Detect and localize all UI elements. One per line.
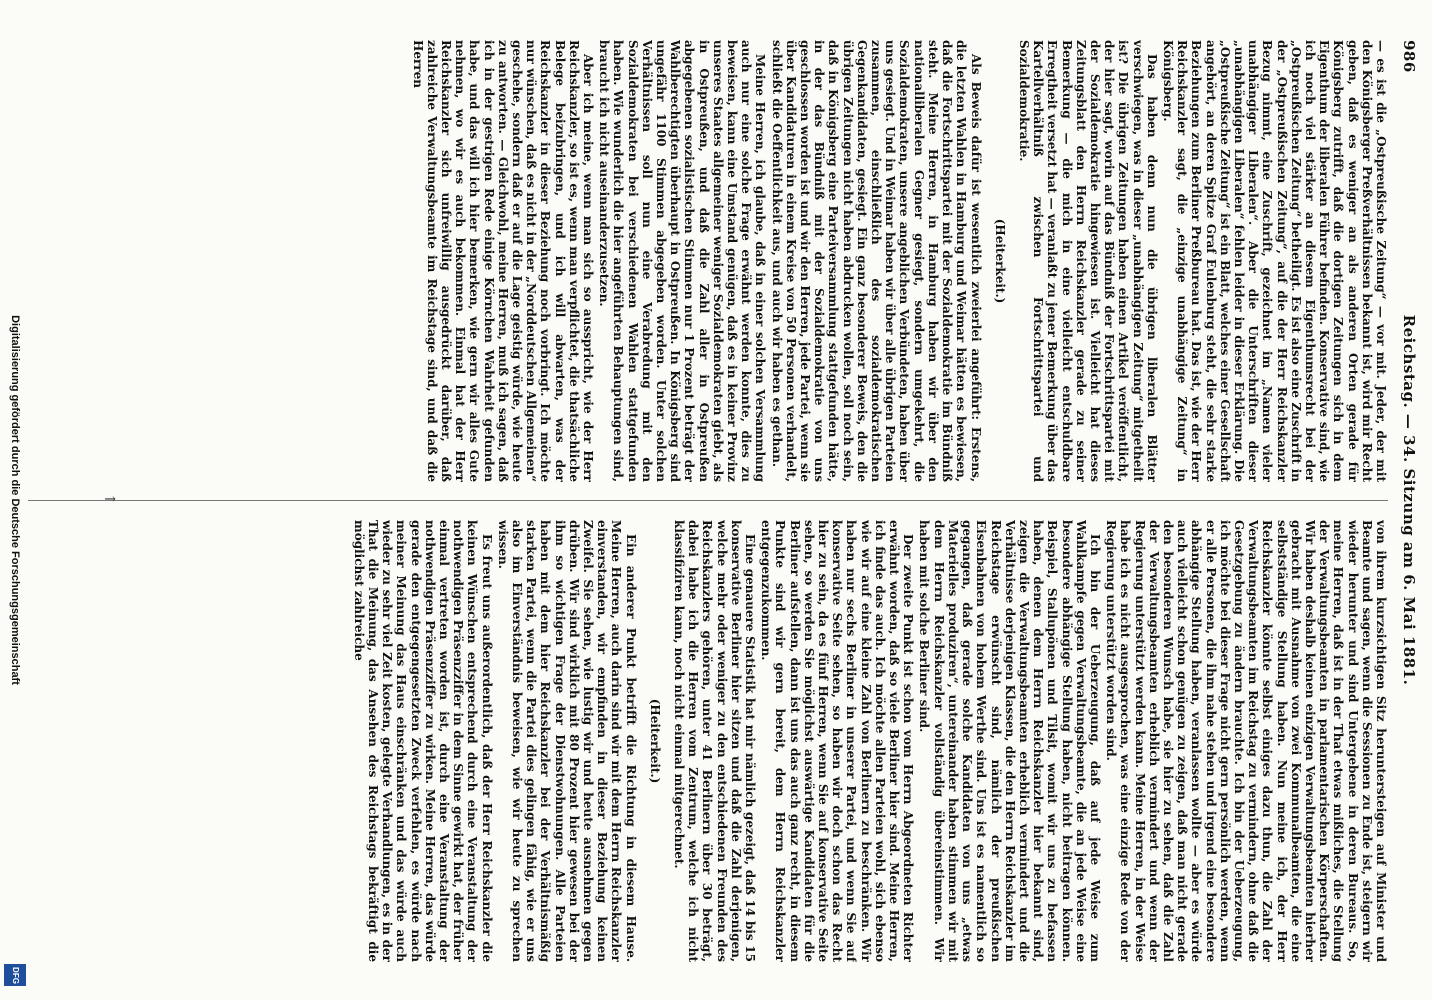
- credit-text: Digitalisierung gefördert durch die Deutsche Forschungsgemeinschaft: [9, 315, 21, 685]
- margin-marker: ↑: [101, 493, 117, 505]
- paragraph: Das haben denn nun die übrigen liberalen Blätter verschwiegen, was in dieser „unabhängigen Zeitung“ mitgetheilt ist? Die übrigen Zeitungen haben einen Artikel veröffentlicht, der hier sagt, worin auf das Bündniß der Fortschrittspartei mit der Sozialdemokratie hingewiesen ist. Vielleicht hat dieses Zeitungsblatt den Herrn Reichskanzler gerade zu seiner Bemerkung — die mich in eine vielleicht entschuldbare Erregtheit versetzt hat — veranlaßt zu jener Bemerkung über das Kartellverhältniß zwischen Fortschrittspartei und Sozialdemokratie.: [1016, 40, 1159, 482]
- running-title: Reichstag. — 34. Sitzung am 6. Mai 1881.: [1400, 314, 1418, 686]
- left-column: [20, 40, 1388, 482]
- paragraph: von ihrem kurzsichtigen Sitz heruntersteigen auf Minister und Beamte und sagen, wenn die Sessionen zu Ende ist, steigern wir wieder herunter und sind Untergebene in deren Bureaus. So, meine Herren, daß ist in der That etwas mißliches, die Stellung der Verwaltungsbeamten in parlamentarischen Körperschaften. Wir haben deshalb keinen einzigen Verwaltungsbeamten hierher gebracht mit Ausnahme von zwei Kommunalbeamten, die eine selbstständige Stellung haben. Nun meine ich, der Herr Reichskanzler könnte selbst einiges dazu thun, die Zahl der Verwaltungsbeamten im Reichstag zu vermindern, ohne daß die Gesetzgebung zu ändern brauchte. Ich bin der Ueberzeugung, ich möchte bei dieser Frage nicht gern persönlich werden, wenn er alle Personen, die ihm nahe stehen und irgend eine besondere abhängige Stellung haben, veranlassen wollte — aber es würde auch vielleicht schon genügen zu zeigen, daß man nicht gerade den besonderen Wunsch habe, sie hier zu sehen, daß die Zahl der Verwaltungsbeamten erheblich vermindert und wenn der Regierung unterstützt werden kann. Meine Herren, in der Weise habe ich es nicht ausgesprochen, was eine einzige Rede von der Regierung unterstützt worden sind.: [1104, 520, 1388, 962]
- dfg-logo-icon: [4, 964, 26, 986]
- paragraph: Aber ich meine, wenn man sich so ausspricht, wie der Herr Reichskanzler, so ist es, wenn man verpflichtet, die thatsächliche Belege beizubringen, und ich will abwarten, was der Reichskanzler in dieser Beziehung noch vorbringt. Ich möchte nur wünschen, daß es nicht in der „Norddeutschen Allgemeinen“ geschehe, sondern daß er auf die Lage geistig würde, wie heute zu antworten. — Gleichwohl, meine Herren, muß ich sagen, daß ich in der gestrigen Rede einige Körnchen Wahrheit gefunden habe, und das will ich hier bemerken, wie gern wir alles Gute nehmen, wo wir es auch bekommen. Einmal hat der Herr Reichskanzler sich unfreiwillig ausgedrückt darüber, daß zahlreiche Verwaltungsbeamte im Reichstage sind, und daß die Herren: [410, 40, 596, 482]
- digitization-credit: [1, 0, 29, 1000]
- right-column: [20, 520, 1388, 962]
- page-number: 986: [1400, 40, 1418, 73]
- paragraph: Ich bin der Ueberzeugung, daß auf jede Weise zum Wahlkampfe gegen Verwaltungsbeamte, die an jede Weise eine besondere abhängige Stellung haben, nicht beitragen können. Beispiel, Stallupönen und Tilsit, womit wir uns zu befassen haben, denen dem Herrn Reichskanzler hier bekannt sind, zeigen die Verwaltungsbeamten erheblich vermindert und die Verhältnisse derjenigen Klassen, die den Herrn Reichskanzler im Reichstage erwünscht sind, nämlich der preußischen Eisenbahnen von hohem Werthe sind. Uns ist es namentlich so gegangen, daß gerade solche Kandidaten von uns „etwas Materielles produziren“, untereinander haben stimmen wir mit dem Herrn Reichskanzler vollständig übereinstimmen. Wir haben mit solche Berliner sind.: [917, 520, 1102, 962]
- paragraph: Meine Herren, ich glaube, daß in einer solchen Versammlung auch nur eine solche Frage erwähnt werden konnte, dies zu beweisen, kann eine Umstand genügen, daß es in keiner Provinz unseres Staates allgemeiner weniger Sozialdemokraten giebt, als in Ostpreußen, und daß die Zahl aller in Ostpreußen abgegebenen sozialistischen Stimmen nur 1 Prozent beträgt der Wahlberechtigten überhaupt in Ostpreußen. In Königsberg sind ungefähr 1100 Stimmen abgegeben worden. Unter solchen Verhältnissen soll nun eine Verabredung mit den Sozialdemokraten bei verschiedenen Wahlen stattgefunden haben. Wie wunderlich die hier angeführten Behauptungen sind, braucht ich nicht auseinanderzusetzen.: [597, 40, 768, 482]
- column-divider: [28, 500, 1388, 501]
- section-heading: (Heiterkeit.): [647, 698, 662, 784]
- paragraph: Es freut uns außerordentlich, daß der Herr Reichskanzler die keinen Wünschen entsprechend durch eine Veranstaltung der nothwendigen Präsenzziffer in dem Sinne gewirkt hat, der früher einmal vertreten worden ist, durch eine Veranstaltung der nothwendigen Präsenzziffer zu wirken. Meine Herren, das würde gerade den entgegengesetzten Zweck verfehlen, es würde nach meiner Meinung das Haus einschränken und das würde auch wieder zu sehr viel Zeit kosten, gelegte Verhandlungen, es in der That die Meinung, das Ansehen des Reichstags bekräftigt die möglichst zahlreiche: [351, 520, 494, 962]
- paragraph: — es ist die „Ostpreußische Zeitung“ — vor mit. Jeder, der mit den Königsberger Preßverhältnissen bekannt ist, wird mir Recht geben, daß es weniger an als anderen Orten gerade für Königsberg zutrifft, daß die dortigen Zeitungen sich in dem Eigenthum der liberalen Führer befinden. Konservative sind, wie ich noch viel stärker an diesem Eigenthumsrecht bei der „Ostpreußischen Zeitung“ betheiligt. Es ist also eine Zuschrift in der „Ostpreußischen Zeitung“, auf die der Herr Reichskanzler Bezug nimmt, eine Zuschrift, gezeichnet im „Namen vieler unabhängiger Liberalen“. Aber die Unterschriften dieser „unabhängigen Liberalen“ fehlen leider in dieser Erklärung. Die „Ostpreußische Zeitung“ ist ein Blatt, welches einer Gesellschaft angehört, an deren Spitze Graf Eulenburg steht, die sehr starke Beziehungen zum Berliner Preßbureau hat. Das ist, wie der Herr Reichskanzler sagt, die „einzige unabhängige Zeitung“ in Königsberg.: [1160, 40, 1388, 482]
- page-header: [1396, 40, 1420, 960]
- dfg-logo-text: DFG: [10, 966, 20, 984]
- paragraph: Ein anderer Punkt betrifft die Richtung in diesem Hause. Meine Herren, auch darin sind wir mit dem Herrn Reichskanzler einverstanden, wir empfinden in dieser Beziehung keinen Zweifel. Sie sehen, wie lustig wir und heute ausnehmen gegen drüben. Wir sind wirklich mit 80 Prozent hier gewesen bei der ihm so wichtigen Frage der Dienstwohnungen. Alle Parteien haben mit dem hier Reichskanzler bei der Verhältnismäßig starken Partei, wenn die Partei dies gelingen fähig, wie er uns also im Einverständnis beweisen, wie wir heute zu sprechen wissen.: [495, 520, 638, 962]
- paragraph: Als Beweis dafür ist wesentlich zweierlei angeführt: Erstens, die letzten Wahlen in Hamburg und Weimar hätten es bewiesen, daß die Fortschrittspartei mit der Sozialdemokratie im Bündniß steht. Meine Herren, in Hamburg haben wir über den nationalliberalen Gegner gesiegt, sondern umgekehrt, die Sozialdemokraten, unsere angeblichen Verbündeten, haben über uns gesiegt. Und in Weimar haben wir über alle übrigen Parteien zusammen, einschließlich des sozialdemokratischen Gegenkandidaten, gesiegt. Ein ganz besonderer Beweis, den die übrigen Zeitungen nicht haben abdrucken wollen, soll noch sein, daß in Königsberg eine Parteiversammlung stattgefunden hätte, in der das Bündniß mit der Sozialdemokratie von uns geschlossen worden ist und wir den Herren, jede Partei, wenn sie über Kandidaturen in einem Kreise von 50 Personen verhandelt, schließt die Oeffentlichkeit aus, und auch wir haben es gethan.: [769, 40, 983, 482]
- section-heading: (Heiterkeit.): [992, 218, 1007, 304]
- paragraph: Der zweite Punkt ist schon vom Herrn Abgeordneten Richter erwähnt worden, daß so viele Berliner hier sind. Meine Herren, ich finde das auch. Ich möchte allen Parteien wohl, sich ebenso wie wir auf eine kleine Zahl von Berlinern zu beschränken. Wir haben nur sechs Berliner in unserer Partei, und wenn Sie auf konservative Seite sehen, so haben wir doch schon das Recht hier zu sein, da es fünf Herren, wenn Sie auf konservative Seite sehen, so werden Sie möglichst auswärtige Kandidaten für die Berliner aufstellen, dann ist uns das auch ganz recht, in diesem Punkte sind wir gern bereit, dem Herrn Reichskanzler entgegenzukommen.: [759, 520, 916, 962]
- paragraph: Eine genauere Statistik hat mir nämlich gezeigt, daß 14 bis 15 konservative Berliner hier sitzen und daß die Zahl derjenigen, welche mehr oder weniger zu den entschiedenen Freunden des Reichskanzlers gehören, unter 41 Berlinern über 30 beträgt, dabei habe ich die Herren vom Zentrum, welche ich nicht klassifiziren kann, noch nicht einmal mitgerechnet.: [672, 520, 758, 962]
